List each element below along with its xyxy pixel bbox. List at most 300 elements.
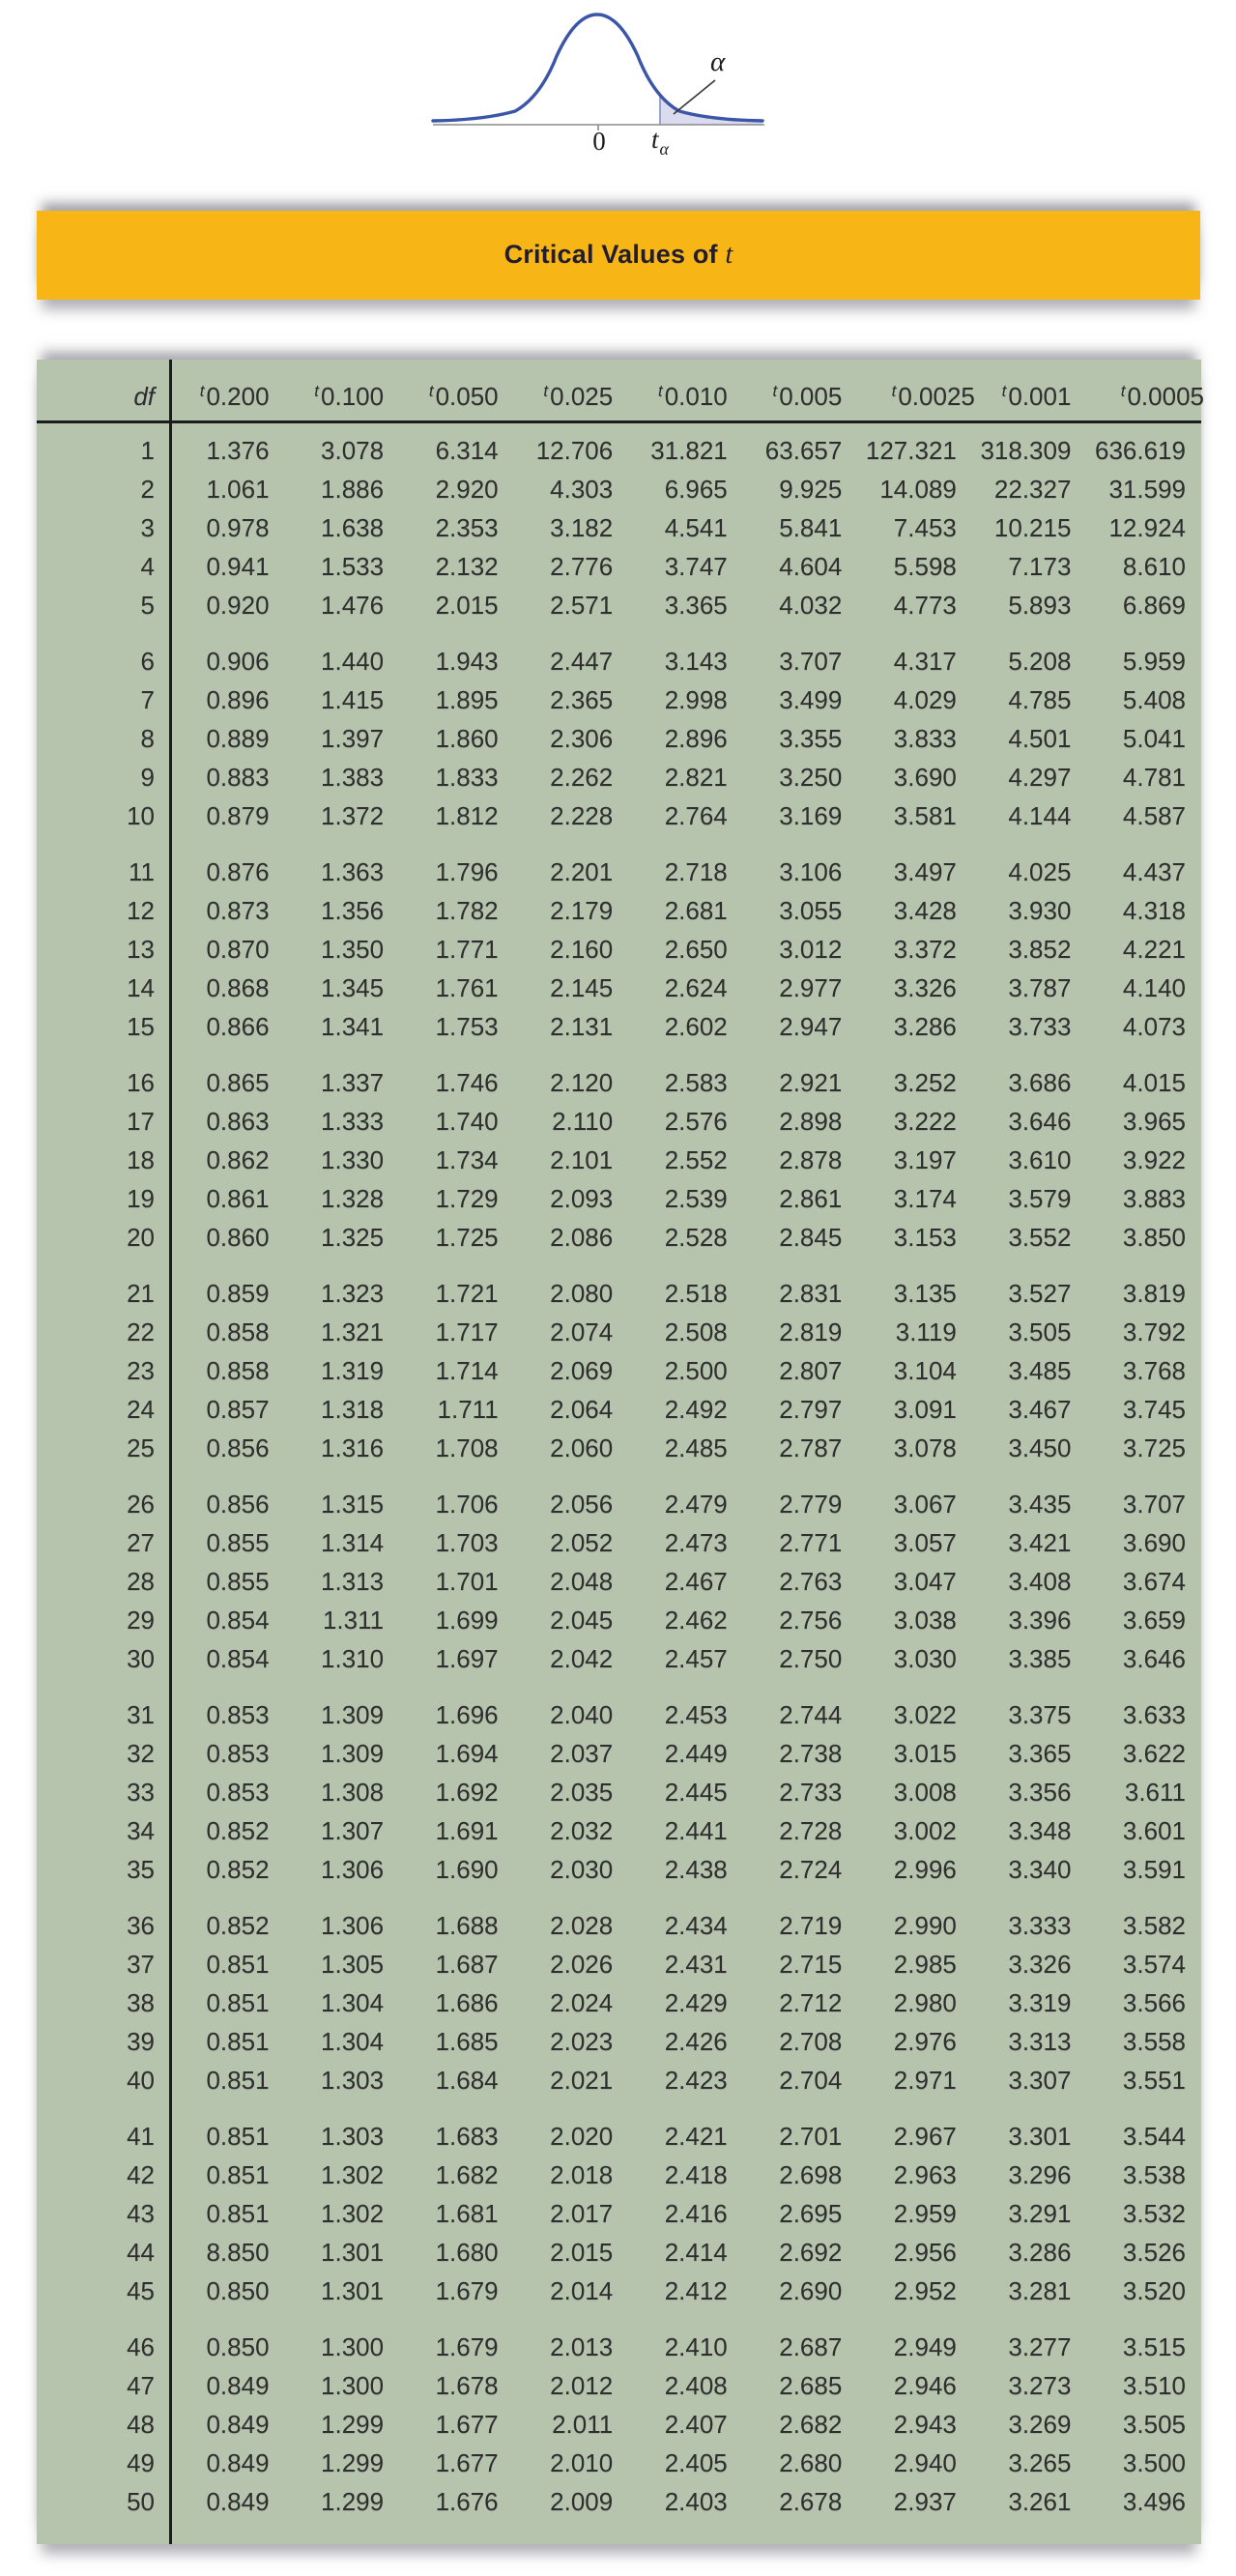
t-value-cell: 2.878 bbox=[779, 1145, 843, 1174]
t-value-cell: 2.650 bbox=[664, 935, 728, 964]
t-value-cell: 63.657 bbox=[764, 436, 843, 465]
t-value-cell: 3.930 bbox=[1008, 896, 1072, 925]
t-value-cell: 2.682 bbox=[779, 2410, 843, 2439]
t-value-cell: 3.544 bbox=[1122, 2122, 1186, 2151]
table-row bbox=[37, 1007, 1201, 1046]
t-value-cell: 2.035 bbox=[550, 1778, 614, 1807]
t-value-cell: 1.761 bbox=[435, 973, 499, 1002]
t-value-cell: 10.215 bbox=[993, 513, 1072, 542]
t-value-cell: 2.733 bbox=[779, 1778, 843, 1807]
t-value-cell: 12.924 bbox=[1108, 513, 1186, 542]
t-value-cell: 1.771 bbox=[435, 935, 499, 964]
t-symbol: t bbox=[1001, 382, 1007, 400]
t-value-cell: 3.646 bbox=[1122, 1644, 1186, 1673]
t-value-cell: 2.262 bbox=[550, 763, 614, 792]
table-row bbox=[37, 1601, 1201, 1639]
table-row bbox=[37, 1313, 1201, 1351]
t-value-cell: 2.131 bbox=[550, 1012, 614, 1041]
df-cell: 35 bbox=[127, 1855, 155, 1884]
df-cell: 13 bbox=[127, 935, 155, 964]
t-value-cell: 2.407 bbox=[664, 2410, 728, 2439]
t-value-cell: 4.437 bbox=[1122, 857, 1186, 886]
t-value-cell: 1.299 bbox=[321, 2487, 385, 2516]
table-row bbox=[37, 1773, 1201, 1811]
t-col-header bbox=[1086, 382, 1204, 412]
t-value-cell: 3.792 bbox=[1122, 1317, 1186, 1346]
t-value-cell: 2.946 bbox=[893, 2371, 957, 2400]
t-value-cell: 2.959 bbox=[893, 2199, 957, 2228]
t-value-cell: 1.860 bbox=[435, 724, 499, 753]
t-value-cell: 2.429 bbox=[664, 1988, 728, 2017]
t-value-cell: 1.677 bbox=[435, 2410, 499, 2439]
t-value-cell: 6.314 bbox=[435, 436, 499, 465]
table-header-row bbox=[37, 360, 1204, 423]
t-value-cell: 1.415 bbox=[321, 685, 385, 714]
t-value-cell: 1.679 bbox=[435, 2332, 499, 2361]
table-row bbox=[37, 1274, 1201, 1313]
figure-zero-label: 0 bbox=[592, 127, 606, 156]
t-value-cell: 1.311 bbox=[322, 1606, 385, 1635]
t-value-cell: 3.768 bbox=[1122, 1356, 1186, 1385]
df-cell: 23 bbox=[127, 1356, 155, 1385]
t-value-cell: 3.883 bbox=[1122, 1184, 1186, 1213]
t-value-cell: 31.599 bbox=[1108, 475, 1186, 504]
t-value-cell: 0.849 bbox=[206, 2448, 270, 2477]
t-value-cell: 5.408 bbox=[1122, 685, 1186, 714]
table-row bbox=[37, 470, 1201, 508]
t-value-cell: 3.022 bbox=[893, 1700, 957, 1729]
t-value-cell: 3.515 bbox=[1122, 2332, 1186, 2361]
t-value-cell: 1.721 bbox=[435, 1279, 499, 1308]
t-value-cell: 0.941 bbox=[206, 552, 270, 581]
df-cell: 34 bbox=[127, 1816, 155, 1845]
t-value-cell: 3.106 bbox=[779, 857, 843, 886]
t-col-header bbox=[170, 382, 285, 412]
df-cell: 22 bbox=[127, 1317, 155, 1346]
t-value-cell: 4.318 bbox=[1122, 896, 1186, 925]
alpha-level-label: 0.100 bbox=[321, 382, 385, 411]
t-value-cell: 3.579 bbox=[1008, 1184, 1072, 1213]
t-value-cell: 1.679 bbox=[435, 2276, 499, 2305]
table-row bbox=[37, 1485, 1201, 1523]
t-value-cell: 2.024 bbox=[550, 1988, 614, 2017]
t-value-cell: 1.711 bbox=[437, 1395, 499, 1424]
t-distribution-figure bbox=[380, 2, 863, 164]
alpha-level-label: 0.0025 bbox=[898, 382, 975, 411]
t-value-cell: 2.764 bbox=[664, 801, 728, 830]
t-value-cell: 1.321 bbox=[321, 1317, 385, 1346]
table-row bbox=[37, 642, 1201, 680]
t-value-cell: 1.345 bbox=[321, 973, 385, 1002]
t-value-cell: 1.325 bbox=[321, 1223, 385, 1252]
table-row bbox=[37, 1562, 1201, 1601]
table-row bbox=[37, 547, 1201, 586]
t-value-cell: 0.851 bbox=[206, 1988, 270, 2017]
df-cell: 16 bbox=[127, 1068, 155, 1097]
df-cell: 47 bbox=[127, 2371, 155, 2400]
t-value-cell: 0.852 bbox=[206, 1816, 270, 1845]
t-value-cell: 2.101 bbox=[550, 1145, 614, 1174]
t-value-cell: 0.856 bbox=[206, 1433, 270, 1462]
t-value-cell: 2.985 bbox=[893, 1950, 957, 1979]
df-cell: 39 bbox=[127, 2027, 155, 2056]
t-value-cell: 0.906 bbox=[206, 647, 270, 676]
table-row bbox=[37, 586, 1201, 624]
table-row bbox=[37, 1906, 1201, 1945]
t-value-cell: 2.431 bbox=[664, 1950, 728, 1979]
t-value-cell: 3.558 bbox=[1122, 2027, 1186, 2056]
table-row bbox=[37, 2272, 1201, 2310]
t-value-cell: 3.532 bbox=[1122, 2199, 1186, 2228]
t-value-cell: 2.738 bbox=[779, 1739, 843, 1768]
t-value-cell: 3.307 bbox=[1008, 2066, 1072, 2095]
t-value-cell: 0.865 bbox=[206, 1068, 270, 1097]
t-value-cell: 3.733 bbox=[1008, 1012, 1072, 1041]
t-value-cell: 3.273 bbox=[1008, 2371, 1072, 2400]
t-value-cell: 0.851 bbox=[206, 1950, 270, 1979]
df-cell: 41 bbox=[127, 2122, 155, 2151]
t-value-cell: 3.091 bbox=[893, 1395, 957, 1424]
t-value-cell: 2.921 bbox=[779, 1068, 843, 1097]
t-value-cell: 4.541 bbox=[664, 513, 728, 542]
df-cell: 21 bbox=[127, 1279, 155, 1308]
t-value-cell: 3.319 bbox=[1008, 1988, 1072, 2017]
t-value-cell: 3.707 bbox=[1122, 1490, 1186, 1519]
t-value-cell: 14.089 bbox=[879, 475, 957, 504]
t-symbol: t bbox=[657, 382, 663, 400]
t-col-header bbox=[743, 382, 858, 412]
t-value-cell: 0.851 bbox=[206, 2199, 270, 2228]
t-value-cell: 2.718 bbox=[664, 857, 728, 886]
t-value-cell: 3.182 bbox=[550, 513, 614, 542]
t-value-cell: 3.135 bbox=[893, 1279, 957, 1308]
df-cell: 10 bbox=[127, 801, 155, 830]
table-row bbox=[37, 1429, 1201, 1467]
t-value-cell: 0.851 bbox=[206, 2066, 270, 2095]
t-value-cell: 2.776 bbox=[550, 552, 614, 581]
t-value-cell: 2.032 bbox=[550, 1816, 614, 1845]
t-value-cell: 2.724 bbox=[779, 1855, 843, 1884]
t-value-cell: 1.308 bbox=[321, 1778, 385, 1807]
t-value-cell: 2.690 bbox=[779, 2276, 843, 2305]
t-value-cell: 2.996 bbox=[893, 1855, 957, 1884]
t-value-cell: 9.925 bbox=[779, 475, 843, 504]
t-value-cell: 4.501 bbox=[1008, 724, 1072, 753]
t-value-cell: 0.855 bbox=[206, 1528, 270, 1557]
t-value-cell: 3.551 bbox=[1122, 2066, 1186, 2095]
df-cell: 46 bbox=[127, 2332, 155, 2361]
t-value-cell: 1.697 bbox=[435, 1644, 499, 1673]
df-cell: 27 bbox=[127, 1528, 155, 1557]
t-value-cell: 2.971 bbox=[893, 2066, 957, 2095]
t-value-cell: 2.410 bbox=[664, 2332, 728, 2361]
t-value-cell: 1.397 bbox=[321, 724, 385, 753]
figure-t-symbol: t bbox=[651, 125, 659, 154]
t-value-cell: 1.299 bbox=[321, 2410, 385, 2439]
t-value-cell: 1.299 bbox=[321, 2448, 385, 2477]
t-value-cell: 2.845 bbox=[779, 1223, 843, 1252]
t-value-cell: 4.587 bbox=[1122, 801, 1186, 830]
table-row bbox=[37, 2061, 1201, 2099]
t-value-cell: 0.854 bbox=[206, 1606, 270, 1635]
t-value-cell: 1.686 bbox=[435, 1988, 499, 2017]
t-value-cell: 2.064 bbox=[550, 1395, 614, 1424]
t-value-cell: 2.967 bbox=[893, 2122, 957, 2151]
t-value-cell: 1.304 bbox=[321, 1988, 385, 2017]
t-value-cell: 1.681 bbox=[435, 2199, 499, 2228]
t-value-cell: 7.173 bbox=[1008, 552, 1072, 581]
t-value-cell: 1.812 bbox=[435, 801, 499, 830]
t-value-cell: 2.018 bbox=[550, 2160, 614, 2189]
t-value-cell: 3.552 bbox=[1008, 1223, 1072, 1252]
t-value-cell: 2.952 bbox=[893, 2276, 957, 2305]
t-value-cell: 2.056 bbox=[550, 1490, 614, 1519]
t-value-cell: 2.416 bbox=[664, 2199, 728, 2228]
df-cell: 2 bbox=[140, 475, 155, 504]
t-value-cell: 3.277 bbox=[1008, 2332, 1072, 2361]
t-value-cell: 2.093 bbox=[550, 1184, 614, 1213]
t-value-cell: 2.779 bbox=[779, 1490, 843, 1519]
table-row bbox=[37, 431, 1201, 470]
t-value-cell: 2.026 bbox=[550, 1950, 614, 1979]
t-value-cell: 2.821 bbox=[664, 763, 728, 792]
t-value-cell: 2.037 bbox=[550, 1739, 614, 1768]
t-col-header bbox=[628, 382, 743, 412]
t-value-cell: 3.505 bbox=[1122, 2410, 1186, 2439]
t-value-cell: 0.850 bbox=[206, 2276, 270, 2305]
alpha-level-label: 0.001 bbox=[1008, 382, 1072, 411]
t-value-cell: 0.853 bbox=[206, 1778, 270, 1807]
t-value-cell: 3.222 bbox=[893, 1107, 957, 1136]
t-value-cell: 1.363 bbox=[321, 857, 385, 886]
t-value-cell: 1.699 bbox=[435, 1606, 499, 1635]
t-value-cell: 1.315 bbox=[321, 1490, 385, 1519]
t-value-cell: 3.428 bbox=[893, 896, 957, 925]
t-value-cell: 127.321 bbox=[865, 436, 957, 465]
t-value-cell: 2.080 bbox=[550, 1279, 614, 1308]
df-cell: 40 bbox=[127, 2066, 155, 2095]
df-cell: 29 bbox=[127, 1606, 155, 1635]
t-value-cell: 3.348 bbox=[1008, 1816, 1072, 1845]
t-value-cell: 2.898 bbox=[779, 1107, 843, 1136]
df-cell: 12 bbox=[127, 896, 155, 925]
t-value-cell: 5.208 bbox=[1008, 647, 1072, 676]
t-value-cell: 3.104 bbox=[893, 1356, 957, 1385]
t-value-cell: 3.055 bbox=[779, 896, 843, 925]
t-value-cell: 1.309 bbox=[321, 1739, 385, 1768]
table-row bbox=[37, 853, 1201, 891]
t-value-cell: 3.143 bbox=[664, 647, 728, 676]
t-value-cell: 0.863 bbox=[206, 1107, 270, 1136]
table-row bbox=[37, 2328, 1201, 2366]
t-value-cell: 3.385 bbox=[1008, 1644, 1072, 1673]
t-value-cell: 3.326 bbox=[893, 973, 957, 1002]
table-row bbox=[37, 1523, 1201, 1562]
df-cell: 18 bbox=[127, 1145, 155, 1174]
t-value-cell: 2.449 bbox=[664, 1739, 728, 1768]
t-value-cell: 3.067 bbox=[893, 1490, 957, 1519]
t-value-cell: 2.680 bbox=[779, 2448, 843, 2477]
t-value-cell: 2.453 bbox=[664, 1700, 728, 1729]
t-value-cell: 2.980 bbox=[893, 1988, 957, 2017]
t-value-cell: 4.297 bbox=[1008, 763, 1072, 792]
table-row bbox=[37, 1850, 1201, 1889]
t-value-cell: 1.356 bbox=[321, 896, 385, 925]
t-value-cell: 2.467 bbox=[664, 1567, 728, 1596]
t-value-cell: 3.850 bbox=[1122, 1223, 1186, 1252]
t-symbol: t bbox=[314, 382, 320, 400]
t-value-cell: 0.868 bbox=[206, 973, 270, 1002]
t-value-cell: 0.853 bbox=[206, 1739, 270, 1768]
t-value-cell: 2.132 bbox=[435, 552, 499, 581]
table-body bbox=[37, 423, 1201, 2521]
t-value-cell: 4.140 bbox=[1122, 973, 1186, 1002]
t-value-cell: 3.467 bbox=[1008, 1395, 1072, 1424]
t-value-cell: 3.281 bbox=[1008, 2276, 1072, 2305]
t-value-cell: 3.002 bbox=[893, 1816, 957, 1845]
t-value-cell: 3.485 bbox=[1008, 1356, 1072, 1385]
df-cell: 20 bbox=[127, 1223, 155, 1252]
t-symbol: t bbox=[891, 382, 897, 400]
t-value-cell: 3.499 bbox=[779, 685, 843, 714]
t-value-cell: 1.306 bbox=[321, 1855, 385, 1884]
t-value-cell: 2.020 bbox=[550, 2122, 614, 2151]
t-value-cell: 1.313 bbox=[321, 1567, 385, 1596]
t-value-cell: 1.319 bbox=[321, 1356, 385, 1385]
t-value-cell: 1.318 bbox=[321, 1395, 385, 1424]
t-value-cell: 3.153 bbox=[893, 1223, 957, 1252]
t-value-cell: 4.073 bbox=[1122, 1012, 1186, 1041]
t-value-cell: 2.021 bbox=[550, 2066, 614, 2095]
t-value-cell: 0.856 bbox=[206, 1490, 270, 1519]
t-value-cell: 2.479 bbox=[664, 1490, 728, 1519]
t-value-cell: 2.015 bbox=[550, 2238, 614, 2267]
t-value-cell: 2.678 bbox=[779, 2487, 843, 2516]
t-value-cell: 0.851 bbox=[206, 2122, 270, 2151]
t-value-cell: 636.619 bbox=[1095, 436, 1186, 465]
t-value-cell: 3.340 bbox=[1008, 1855, 1072, 1884]
t-value-cell: 2.009 bbox=[550, 2487, 614, 2516]
t-value-cell: 1.309 bbox=[321, 1700, 385, 1729]
t-value-cell: 2.719 bbox=[779, 1911, 843, 1940]
t-value-cell: 2.819 bbox=[779, 1317, 843, 1346]
t-value-cell: 1.706 bbox=[435, 1490, 499, 1519]
t-value-cell: 3.520 bbox=[1122, 2276, 1186, 2305]
t-value-cell: 2.179 bbox=[550, 896, 614, 925]
t-value-cell: 2.010 bbox=[550, 2448, 614, 2477]
df-cell: 5 bbox=[140, 591, 155, 620]
t-value-cell: 1.683 bbox=[435, 2122, 499, 2151]
t-value-cell: 1.302 bbox=[321, 2199, 385, 2228]
t-value-cell: 3.707 bbox=[779, 647, 843, 676]
t-value-cell: 2.508 bbox=[664, 1317, 728, 1346]
df-cell: 19 bbox=[127, 1184, 155, 1213]
alpha-pointer-line bbox=[674, 80, 715, 114]
t-value-cell: 1.333 bbox=[321, 1107, 385, 1136]
t-value-cell: 5.959 bbox=[1122, 647, 1186, 676]
t-value-cell: 2.426 bbox=[664, 2027, 728, 2056]
t-value-cell: 0.889 bbox=[206, 724, 270, 753]
t-value-cell: 1.734 bbox=[435, 1145, 499, 1174]
t-value-cell: 2.306 bbox=[550, 724, 614, 753]
t-value-cell: 1.328 bbox=[321, 1184, 385, 1213]
t-col-header bbox=[285, 382, 400, 412]
t-value-cell: 4.785 bbox=[1008, 685, 1072, 714]
t-value-cell: 3.012 bbox=[779, 935, 843, 964]
t-value-cell: 3.610 bbox=[1008, 1145, 1072, 1174]
t-value-cell: 1.688 bbox=[435, 1911, 499, 1940]
table-row bbox=[37, 2022, 1201, 2061]
t-value-cell: 1.725 bbox=[435, 1223, 499, 1252]
df-cell: 43 bbox=[127, 2199, 155, 2228]
t-value-cell: 2.896 bbox=[664, 724, 728, 753]
alpha-level-label: 0.0005 bbox=[1127, 382, 1204, 411]
t-value-cell: 2.687 bbox=[779, 2332, 843, 2361]
title-banner bbox=[37, 211, 1200, 300]
t-value-cell: 1.886 bbox=[321, 475, 385, 504]
t-value-cell: 4.604 bbox=[779, 552, 843, 581]
t-col-header bbox=[399, 382, 514, 412]
t-value-cell: 3.265 bbox=[1008, 2448, 1072, 2477]
t-value-cell: 2.473 bbox=[664, 1528, 728, 1557]
df-cell: 33 bbox=[127, 1778, 155, 1807]
df-cell: 28 bbox=[127, 1567, 155, 1596]
t-value-cell: 3.119 bbox=[895, 1317, 957, 1346]
t-value-cell: 2.797 bbox=[779, 1395, 843, 1424]
df-cell: 49 bbox=[127, 2448, 155, 2477]
t-value-cell: 2.423 bbox=[664, 2066, 728, 2095]
t-value-cell: 2.920 bbox=[435, 475, 499, 504]
t-value-cell: 2.949 bbox=[893, 2332, 957, 2361]
df-cell: 7 bbox=[140, 685, 155, 714]
table-row bbox=[37, 2156, 1201, 2194]
t-value-cell: 3.496 bbox=[1122, 2487, 1186, 2516]
t-value-cell: 3.333 bbox=[1008, 1911, 1072, 1940]
t-value-cell: 1.306 bbox=[321, 1911, 385, 1940]
t-value-cell: 1.638 bbox=[321, 513, 385, 542]
t-value-cell: 1.383 bbox=[321, 763, 385, 792]
t-value-cell: 3.922 bbox=[1122, 1145, 1186, 1174]
df-cell: 36 bbox=[127, 1911, 155, 1940]
t-value-cell: 1.677 bbox=[435, 2448, 499, 2477]
t-value-cell: 2.110 bbox=[552, 1107, 614, 1136]
t-value-cell: 2.528 bbox=[664, 1223, 728, 1252]
t-value-cell: 3.286 bbox=[1008, 2238, 1072, 2267]
t-value-cell: 2.414 bbox=[664, 2238, 728, 2267]
t-value-cell: 2.060 bbox=[550, 1433, 614, 1462]
t-value-cell: 2.685 bbox=[779, 2371, 843, 2400]
t-value-cell: 2.695 bbox=[779, 2199, 843, 2228]
df-cell: 1 bbox=[140, 436, 155, 465]
t-value-cell: 1.682 bbox=[435, 2160, 499, 2189]
t-value-cell: 1.696 bbox=[435, 1700, 499, 1729]
t-value-cell: 2.438 bbox=[664, 1855, 728, 1884]
t-value-cell: 0.866 bbox=[206, 1012, 270, 1041]
df-cell: 37 bbox=[127, 1950, 155, 1979]
t-value-cell: 2.086 bbox=[550, 1223, 614, 1252]
t-symbol: t bbox=[772, 382, 778, 400]
t-value-cell: 1.678 bbox=[435, 2371, 499, 2400]
t-value-cell: 2.011 bbox=[552, 2410, 614, 2439]
table-row bbox=[37, 2194, 1201, 2233]
table-row bbox=[37, 796, 1201, 835]
t-value-cell: 3.690 bbox=[893, 763, 957, 792]
t-value-cell: 1.690 bbox=[435, 1855, 499, 1884]
t-value-cell: 3.646 bbox=[1008, 1107, 1072, 1136]
t-value-cell: 3.659 bbox=[1122, 1606, 1186, 1635]
t-value-cell: 2.228 bbox=[550, 801, 614, 830]
df-cell: 30 bbox=[127, 1644, 155, 1673]
